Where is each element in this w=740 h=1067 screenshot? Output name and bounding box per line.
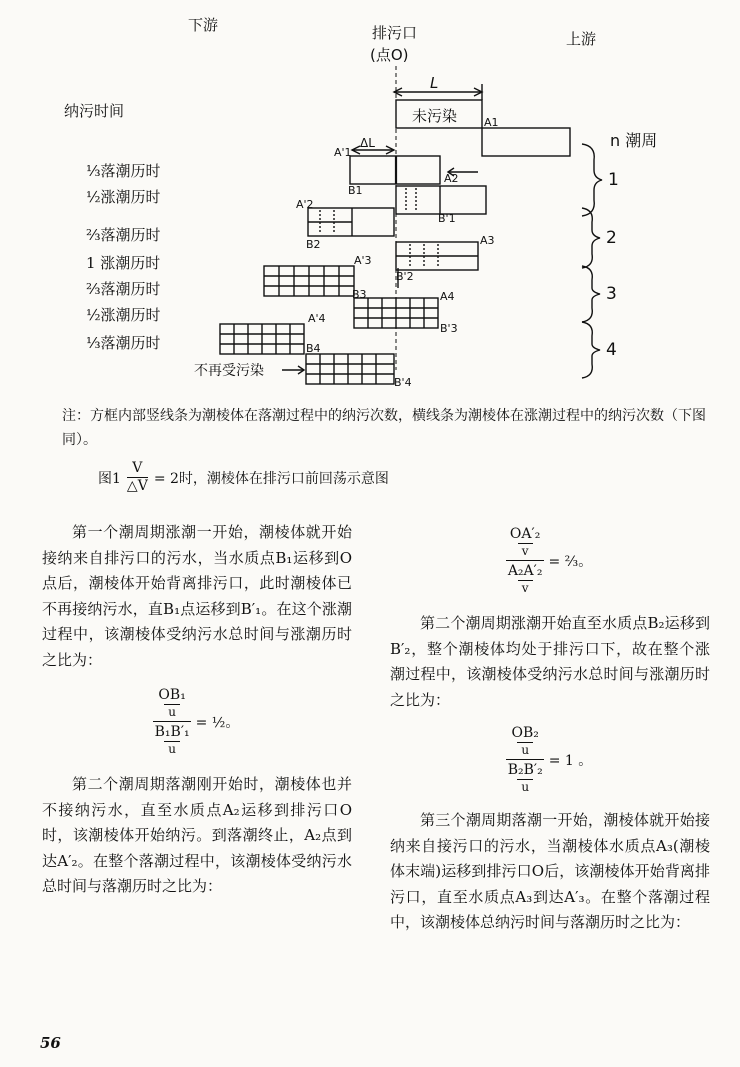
frac-top-den: u <box>164 704 180 719</box>
caption-fraction <box>127 460 148 495</box>
tide-label: ½涨潮历时 <box>86 306 161 324</box>
paragraph: 第二个潮周期涨潮开始直至水质点B₂运移到B′₂，整个潮棱体均处于排污口下，故在整个涨潮过程中，该潮棱体受纳污水总时间与涨潮历时之比为： <box>390 614 710 709</box>
point-label: B'4 <box>394 376 412 389</box>
period-number: 4 <box>606 340 617 360</box>
frac-top-num: OA′₂ <box>509 526 541 542</box>
frac-top-den: v <box>518 543 533 558</box>
frac-top-num: OB₂ <box>511 725 539 741</box>
tidal-prism-diagram <box>0 0 740 400</box>
frac-bot-num: B₂B′₂ <box>507 762 543 778</box>
left-column <box>42 520 352 900</box>
point-label: B4 <box>306 342 321 355</box>
upstream-label: 上游 <box>566 30 597 48</box>
tide-label: ½涨潮历时 <box>86 188 161 206</box>
compound-fraction <box>508 725 543 794</box>
fraction-bar <box>506 759 544 760</box>
point-o-label: (点O) <box>370 46 409 64</box>
paragraph: 第二个潮周期落潮刚开始时，潮棱体也并不接纳污水，直至水质点A₂运移到排污口O时，该潮棱体开始纳污。到落潮终止，A₂点到达A′₂。在整个落潮过程中，该潮棱体受纳污水总时间与落潮历时之比为： <box>42 775 352 895</box>
frac-bot-den: v <box>518 580 533 595</box>
fraction-bar <box>153 721 191 722</box>
equation-result: = ⅔。 <box>548 553 593 570</box>
point-label: A1 <box>484 116 499 129</box>
point-label: A3 <box>480 234 495 247</box>
equation-3 <box>390 725 710 794</box>
point-label: A'1 <box>334 146 352 159</box>
period-number: 2 <box>606 228 617 248</box>
point-label: B'2 <box>396 270 414 283</box>
page-number: 56 <box>40 1034 61 1052</box>
point-label: B'3 <box>440 322 458 335</box>
outfall-label: 排污口 <box>372 24 418 42</box>
equation-2 <box>390 526 710 595</box>
frac-top-den: u <box>517 742 533 757</box>
figure-caption <box>98 460 389 495</box>
unpolluted-label: 未污染 <box>412 107 458 125</box>
compound-fraction <box>155 687 190 756</box>
point-label: A4 <box>440 290 455 303</box>
point-label: A'2 <box>296 198 314 211</box>
caption-prefix: 图1 <box>98 470 121 487</box>
equation-1 <box>42 687 352 756</box>
paragraph: 第一个潮周期涨潮一开始，潮棱体就开始接纳来自排污口的污水，当水质点B₁运移到O点后，潮棱体开始背离排污口，此时潮棱体已不再接纳污水，直B₁点运移到B′₁。在这个涨潮过程中，该潮棱体受纳污水总时间与涨潮历时之比为： <box>42 523 352 669</box>
paragraph: 第三个潮周期落潮一开始，潮棱体就开始接纳来自接污口的污水，当潮棱体水质点A₃(潮棱体末端)运移到排污口O后，该潮棱体开始背离排污口，直至水质点A₃到达A′₃。在整个落潮过程中，该潮棱体总纳污时间与落潮历时之比为： <box>390 811 710 931</box>
frac-top-num: OB₁ <box>158 687 186 703</box>
equation-result: = ½。 <box>195 714 240 731</box>
compound-fraction <box>508 526 543 595</box>
point-label: B2 <box>306 238 321 251</box>
frac-bot-num: B₁B′₁ <box>154 724 190 740</box>
side-title: 纳污时间 <box>64 102 125 120</box>
period-number: 1 <box>608 170 619 190</box>
point-label: A2 <box>444 172 459 185</box>
point-label: B'1 <box>438 212 456 225</box>
point-label: B1 <box>348 184 363 197</box>
period-title: n 潮周 <box>610 131 658 150</box>
tide-label: ⅓落潮历时 <box>86 162 161 180</box>
right-column <box>390 526 710 936</box>
frac-bot-num: A₂A′₂ <box>507 563 543 579</box>
downstream-label: 下游 <box>188 16 219 34</box>
tide-label: 1 涨潮历时 <box>86 254 161 272</box>
tide-label: ⅓落潮历时 <box>86 334 161 352</box>
point-label: B3 <box>352 288 367 301</box>
point-label: A'3 <box>354 254 372 267</box>
caption-suffix: = 2时，潮棱体在排污口前回荡示意图 <box>153 470 389 487</box>
point-label: A'4 <box>308 312 326 325</box>
L-label: L <box>430 74 439 92</box>
period-number: 3 <box>606 284 617 304</box>
frac-bot-den: u <box>517 779 533 794</box>
figure-note: 注：方框内部竖线条为潮棱体在落潮过程中的纳污次数，横线条为潮棱体在涨潮过程中的纳污次数（下图同）。 <box>62 408 706 448</box>
dL-label: ΔL <box>360 136 375 150</box>
frac-bot-den: u <box>164 741 180 756</box>
figure <box>0 0 740 400</box>
tide-label: ⅔落潮历时 <box>86 280 161 298</box>
caption-den: △V <box>126 478 148 494</box>
equation-result: = 1 。 <box>548 752 593 769</box>
no-more-polluted-label: 不再受污染 <box>194 363 264 379</box>
fraction-bar <box>506 560 544 561</box>
caption-num: V <box>132 460 143 476</box>
tide-label: ⅔落潮历时 <box>86 226 161 244</box>
